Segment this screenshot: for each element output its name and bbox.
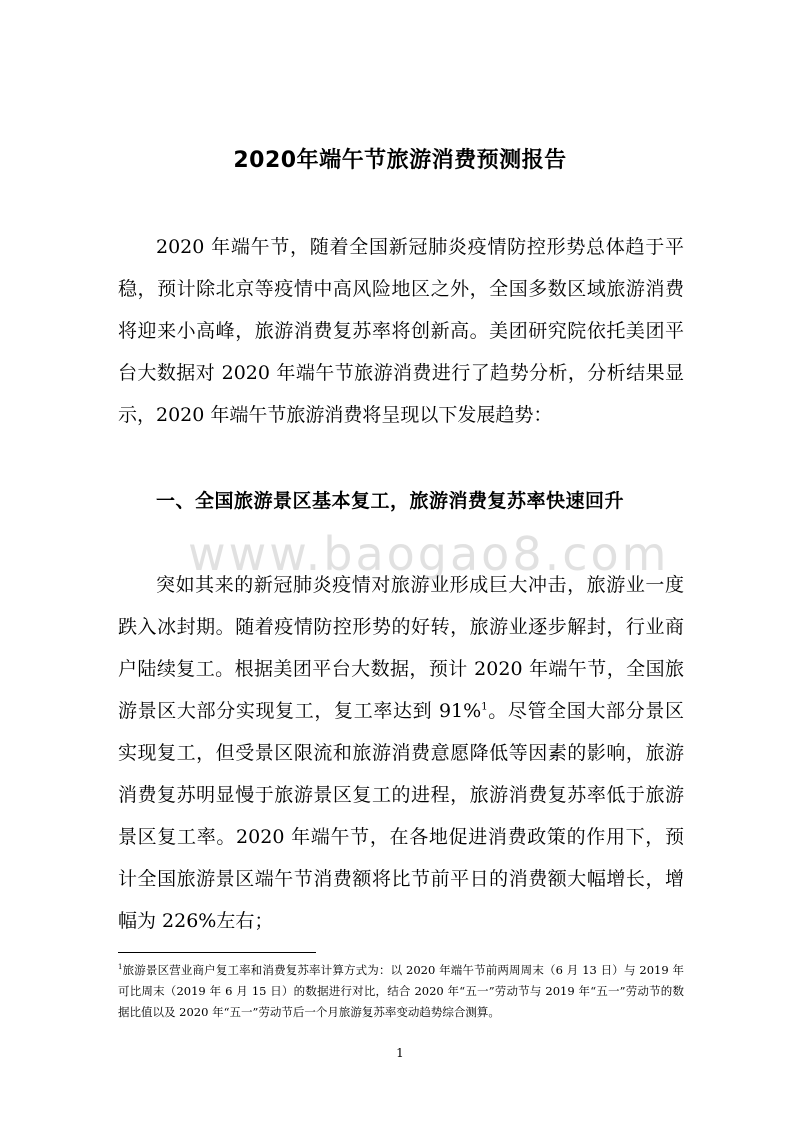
section-heading: 一、全国旅游景区基本复工，旅游消费复苏率快速回升 xyxy=(156,490,625,512)
footnote xyxy=(118,960,684,1023)
section-paragraph-part1: 突如其来的新冠肺炎疫情对旅游业形成巨大冲击，旅游业一度跌入冰封期。随着疫情防控形势的好转，旅游业逐步解封，行业商户陆续复工。根据美团平台大数据，预计 2020 年端午节，全国旅游景区大部分实现复工，复工率达到 91% xyxy=(118,574,684,722)
intro-paragraph-text: 2020 年端午节，随着全国新冠肺炎疫情防控形势总体趋于平稳，预计除北京等疫情中高风险地区之外，全国多数区域旅游消费将迎来小高峰，旅游消费复苏率将创新高。美团研究院依托美团平台大数据对 2020 年端午节旅游消费进行了趋势分析，分析结果显示，2020 年端午节旅游消费将呈现以下发展趋势： xyxy=(118,236,684,426)
section-paragraph xyxy=(118,564,684,942)
document-title: 2020年端午节旅游消费预测报告 xyxy=(233,148,567,173)
footnote-text: 旅游景区营业商户复工率和消费复苏率计算方式为：以 2020 年端午节前两周周末（6 月 13 日）与 2019 年可比周末（2019 年 6 月 15 日）的数据进行对比，结合 2020 年“五一”劳动节与 2019 年“五一”劳动节的数据比值以及 2020 年“五一”劳动节后一个月旅游复苏率变动趋势综合测算。 xyxy=(118,963,684,1019)
page-number: 1 xyxy=(396,1046,404,1060)
footnote-marker: 1 xyxy=(118,963,123,972)
intro-paragraph xyxy=(118,226,684,436)
footnote-reference[interactable]: 1 xyxy=(481,701,488,713)
footnote-divider xyxy=(118,952,316,953)
section-paragraph-part2: 。尽管全国大部分景区实现复工，但受景区限流和旅游消费意愿降低等因素的影响，旅游消费复苏明显慢于旅游景区复工的进程，旅游消费复苏率低于旅游景区复工率。2020 年端午节，在各地促进消费政策的作用下，预计全国旅游景区端午节消费额将比节前平日的消费额大幅增长，增幅为 226%左右； xyxy=(118,700,684,932)
section-paragraph-text xyxy=(118,564,684,942)
watermark: www.baogao8.com xyxy=(188,527,670,581)
